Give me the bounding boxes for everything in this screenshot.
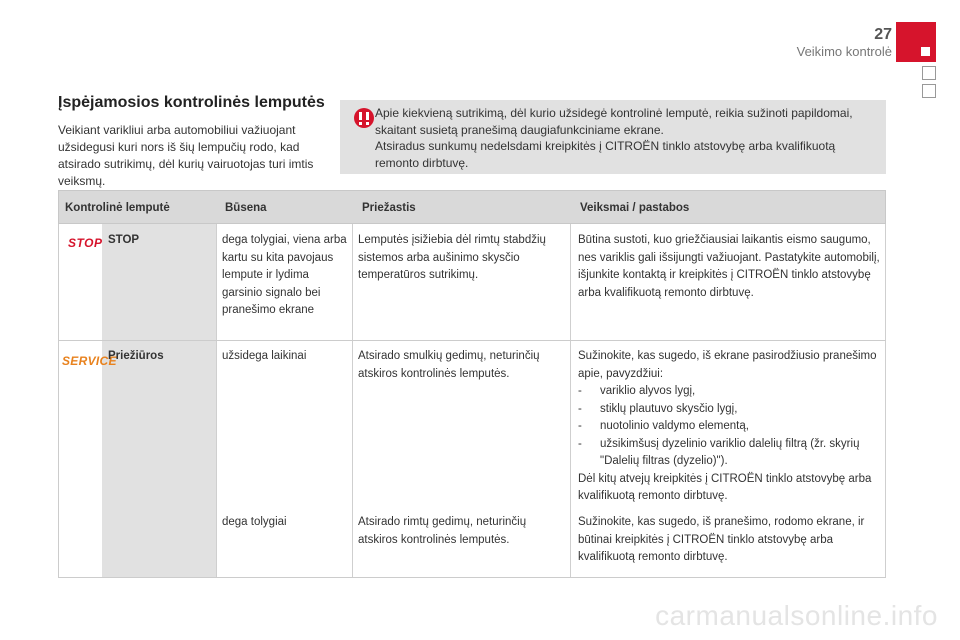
page-number: 27: [874, 26, 892, 43]
stop-warning-icon: STOP: [68, 236, 103, 250]
lamp-status: užsidega laikinai: [222, 350, 307, 362]
section-title: Veikimo kontrolė: [796, 44, 892, 59]
lamp-name: Priežiūros: [108, 350, 164, 362]
list-item: - nuotolinio valdymo elementą,: [578, 418, 880, 436]
warning-text: Apie kiekvieną sutrikimą, dėl kurio užsidegė kontrolinė lemputė, reikia sužinoti papildomai, skaitant susietą pranešimą daugiafunkciniame ekrane. Atsiradus sunkumų nedelsdami kreipkitės į CITROËN tinklo atstovybę arba kvalifikuotą remonto dirbtuvę.: [375, 106, 853, 170]
section-tab: [896, 22, 936, 62]
lamp-status: dega tolygiai, viena arba kartu su kita pavojaus lempute ir lydima garsinio signalo bei pranešimo ekrane: [222, 234, 347, 316]
header-actions: Veiksmai / pastabos: [580, 202, 690, 214]
lamp-cause: Atsirado smulkių gedimų, neturinčių atskiros kontrolinės lemputės.: [358, 350, 540, 380]
lamp-action: Sužinokite, kas sugedo, iš ekrane pasirodžiusio pranešimo apie, pavyzdžiui: - variklio alyvos lygį, - stiklų plautuvo skysčio lygį, - nuotolinio valdymo elementą, - užsikimšusį dyzelinio variklio dalelių filtrą (žr. skyrių "Dalelių filtras (dyzelio)"). Dėl kitų atvejų kreipkitės į CITROËN tinklo atstovybę arba kvalifikuotą remonto dirbtuvę.: [578, 348, 880, 506]
warning-lamps-table: [58, 190, 886, 578]
watermark: carmanualsonline.info: [655, 600, 938, 631]
table-header: [58, 190, 886, 224]
nav-box-icon: [922, 66, 936, 80]
lamp-action: Būtina sustoti, kuo griežčiausiai laikantis eismo saugumo, nes variklis gali išsijungti važiuojant. Pastatykite automobilį, išjunkite kontaktą ir kreipkitės į CITROËN tinklo atstovybę arba kvalifikuotą remonto dirbtuvę.: [578, 234, 880, 299]
nav-box-icon: [922, 84, 936, 98]
intro-text: Veikiant varikliui arba automobiliui važiuojant užsidegusi kuri nors iš šių lempučių rodo, kad atsirado sutrikimų, dėl kurių vairuotojas turi imtis veiksmų.: [58, 123, 314, 188]
page-heading: Įspėjamosios kontrolinės lemputės: [58, 94, 325, 111]
lamp-action: Sužinokite, kas sugedo, iš pranešimo, rodomo ekrane, ir būtinai kreipkitės į CITROËN tinklo atstovybę arba kvalifikuotą remonto dirbtuvę.: [578, 516, 865, 563]
list-item: - užsikimšusį dyzelinio variklio dalelių filtrą (žr. skyrių "Dalelių filtras (dyzelio)").: [578, 436, 880, 471]
lamp-status: dega tolygiai: [222, 516, 287, 528]
list-item: - variklio alyvos lygį,: [578, 383, 880, 401]
tab-square-icon: [921, 47, 930, 56]
lamp-name: STOP: [108, 234, 140, 246]
lamp-cause: Atsirado rimtų gedimų, neturinčių atskiros kontrolinės lemputės.: [358, 516, 527, 546]
warning-box: [340, 100, 886, 174]
list-item: - stiklų plautuvo skysčio lygį,: [578, 401, 880, 419]
action-bullet-list: [578, 383, 880, 471]
lamp-cause: Lemputės įsižiebia dėl rimtų stabdžių sistemos arba aušinimo skysčio temperatūros sutrikimų.: [358, 234, 546, 281]
header-lamp: Kontrolinė lemputė: [65, 202, 170, 214]
header-status: Būsena: [225, 202, 267, 214]
service-warning-icon: SERVICE: [62, 354, 117, 368]
header-cause: Priežastis: [362, 202, 416, 214]
warning-icon: [354, 108, 374, 128]
